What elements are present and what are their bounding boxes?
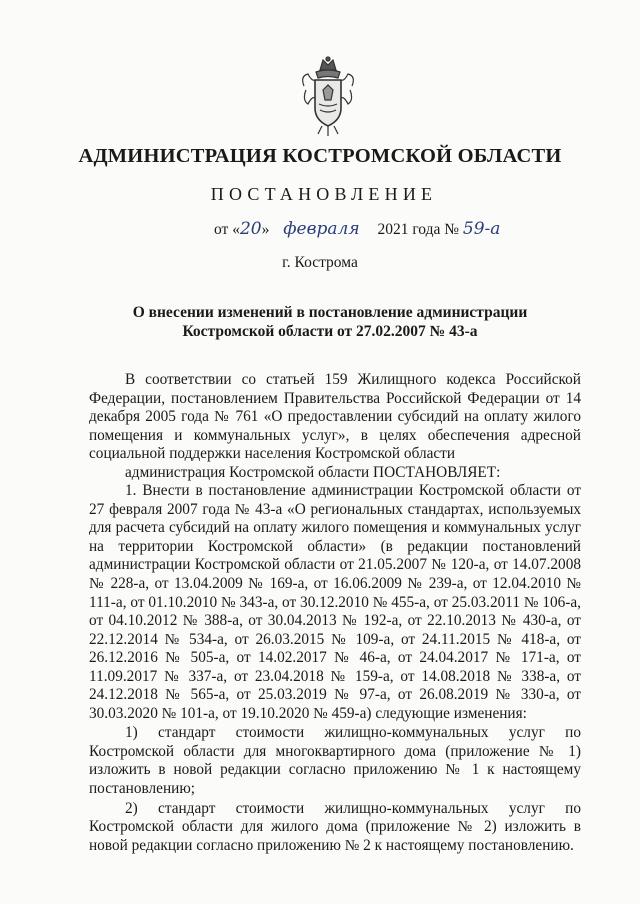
date-day: 20 [239, 219, 262, 239]
resolution-line: администрация Костромской области ПОСТАНОВЛЯЕТ: [125, 463, 501, 481]
subitem-1-paragraph: 1) стандарт стоимости жилищно-коммунальных услуг по Костромской области для многоквартирного дома (приложение № 1) изложить в новой редакции согласно приложению № 1 к настоящему постановлению; [89, 724, 581, 798]
coat-of-arms-icon [298, 56, 358, 138]
point-1-paragraph: 1. Внести в постановление администрации Костромской области от 27 февраля 2007 года № 43-а «О региональных стандартах, используемых для расчета субсидий на оплату жилого помещения и коммунальных услуг на территории Костромской области» (в редакции постановлений администрации Костромской области от 21.05.2007 № 120-а, от 14.07.2008 № 228-а, от 13.04.2009 № 169-а, от 16.06.2009 № 239-а, от 12.04.2010 № 111-а, от 01.10.2010 № 343-а, от 30.12.2010 № 455-а, от 25.03.2011 № 106-а, от 04.10.2012 № 388-а, от 30.04.2013 № 192-а, от 22.10.2013 № 430-а, от 22.12.2014 № 534-а, от 26.03.2015 № 109-а, от 24.11.2015 № 418-а, от 26.12.2016 № 505-а, от 14.02.2017 № 46-а, от 24.04.2017 № 171-а, от 11.09.2017 № 337-а, от 23.04.2018 № 159-а, от 14.08.2018 № 338-а, от 24.12.2018 № 565-а, от 25.03.2019 № 97-а, от 26.08.2019 № 330-а, от 30.03.2020 № 101-а, от 19.10.2020 № 459-а) следующие изменения: [89, 482, 581, 722]
document-type: ПОСТАНОВЛЕНИЕ [210, 184, 438, 204]
date-month: февраля [283, 219, 360, 239]
date-prefix: от « [214, 221, 240, 238]
date-mid: » [261, 221, 270, 238]
date-line [214, 219, 500, 239]
preamble-paragraph: В соответствии со статьей 159 Жилищного кодекса Российской Федерации, постановлением Правительства Российской Федерации от 14 декабря 2005 года № 761 «О предоставлении субсидий на оплату жилого помещения и коммунальных услуг», в целях обеспечения адресной социальной поддержки населения Костромской области [89, 371, 581, 463]
subject-line-1: О внесении изменений в постановление администрации [132, 304, 528, 321]
date-year: 2021 года № [377, 221, 460, 238]
document-subject [60, 303, 600, 341]
document-body [89, 371, 581, 855]
city: г. Кострома [282, 254, 358, 271]
subitem-2-paragraph: 2) стандарт стоимости жилищно-коммунальных услуг по Костромской области для жилого дома (приложение № 2) изложить в новой редакции согласно приложению № 2 к настоящему постановлению. [89, 799, 581, 854]
document-number: 59-а [462, 219, 501, 239]
subject-line-2: Костромской области от 27.02.2007 № 43-а [182, 323, 478, 340]
organization-title: АДМИНИСТРАЦИЯ КОСТРОМСКОЙ ОБЛАСТИ [78, 145, 562, 167]
